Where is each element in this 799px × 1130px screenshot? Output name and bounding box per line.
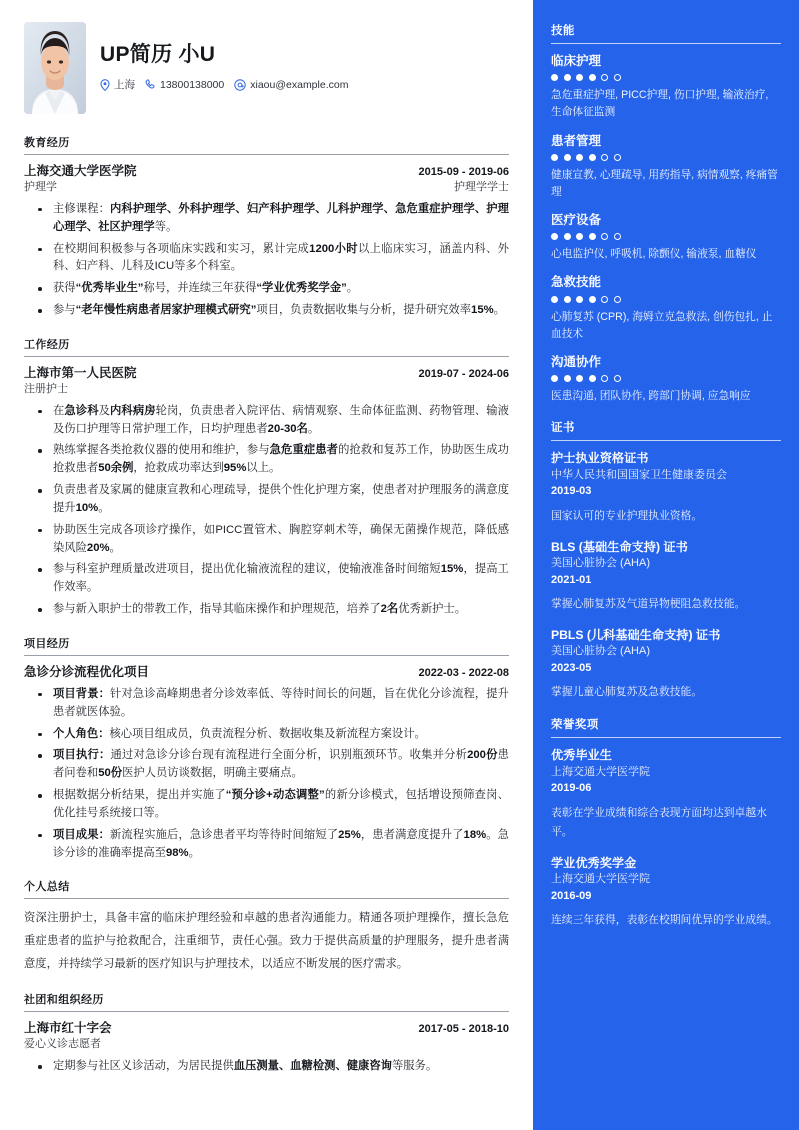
dot-empty-icon xyxy=(614,233,621,240)
summary-text: 资深注册护士，具备丰富的临床护理经验和卓越的患者沟通能力。精通各项护理操作，擅长急危重症患者的监护与抢救配合，注重细节，责任心强。致力于提供高质量的护理服务，提升患者满意度，并持续学习最新的医疗知识与护理技术，以适应不断发展的医疗需求。 xyxy=(24,912,509,970)
skill-name: 沟通协作 xyxy=(551,354,602,369)
dot-empty-icon xyxy=(601,296,608,303)
entry-top-row xyxy=(24,664,509,681)
contact-location-value: 上海 xyxy=(114,79,135,92)
section-projects xyxy=(24,635,509,862)
credential-date: 2019-06 xyxy=(551,782,592,795)
credential-issuer: 美国心脏协会 (AHA) xyxy=(551,645,650,658)
dot-filled-icon xyxy=(576,74,583,81)
entry-sub-row xyxy=(24,382,509,398)
entry-top-row xyxy=(24,163,509,180)
dot-filled-icon xyxy=(551,296,558,303)
skill-name: 医疗设备 xyxy=(551,213,602,227)
section-organizations xyxy=(24,991,509,1076)
skill-name: 临床护理 xyxy=(551,54,602,68)
certificate-list xyxy=(551,450,781,702)
project-entry xyxy=(24,664,509,862)
credential-date: 2019-03 xyxy=(551,485,592,498)
entry-top-row xyxy=(24,365,509,382)
bullet-item: 项目背景：针对急诊高峰期患者分诊效率低、等待时间长的问题，旨在优化分诊流程，提升患者就医体验。 xyxy=(24,686,509,722)
sidebar-section-skills xyxy=(551,22,781,405)
credential-name: BLS (基础生命支持) 证书 xyxy=(551,539,688,554)
dot-empty-icon xyxy=(614,375,621,382)
entry-organization: 上海市红十字会 xyxy=(24,1021,112,1036)
dot-empty-icon xyxy=(614,74,621,81)
section-summary xyxy=(24,878,509,975)
credential-name: 优秀毕业生 xyxy=(551,748,612,763)
skill-item xyxy=(551,133,781,202)
credential-item xyxy=(551,450,781,525)
bullet-item: 个人角色：核心项目组成员，负责流程分析、数据收集及新流程方案设计。 xyxy=(24,726,509,744)
dot-filled-icon xyxy=(551,233,558,240)
credential-issuer: 上海交通大学医学院 xyxy=(551,765,650,778)
section-heading: 个人总结 xyxy=(24,878,509,899)
skill-description: 健康宣教, 心理疏导, 用药指导, 病情观察, 疼痛管理 xyxy=(551,168,778,198)
entry-date: 2022-03 - 2022-08 xyxy=(418,666,509,679)
sidebar-section-awards xyxy=(551,716,781,930)
contact-phone-value: 13800138000 xyxy=(160,78,225,91)
credential-description: 掌握儿童心肺复苏及急救技能。 xyxy=(551,686,703,699)
bullet-item: 熟练掌握各类抢救仪器的使用和维护，参与急危重症患者的抢救和复苏工作，协助医生成功抢救患者50余例，抢救成功率达到95%以上。 xyxy=(24,442,509,478)
award-list xyxy=(551,747,781,930)
bullet-item: 负责患者及家属的健康宣教和心理疏导，提供个性化护理方案，使患者对护理服务的满意度提升10%。 xyxy=(24,482,509,518)
contact-phone[interactable] xyxy=(145,79,224,91)
skill-level-dots xyxy=(551,233,781,240)
section-heading: 项目经历 xyxy=(24,635,509,656)
section-heading: 工作经历 xyxy=(24,336,509,357)
skill-description: 急危重症护理, PICC护理, 伤口护理, 输液治疗, 生命体征监测 xyxy=(551,89,769,119)
dot-empty-icon xyxy=(614,154,621,161)
section-education xyxy=(24,134,509,320)
bullet-list xyxy=(24,403,509,619)
entry-degree: 护理学学士 xyxy=(454,180,509,193)
dot-filled-icon xyxy=(576,375,583,382)
credential-issuer: 美国心脏协会 (AHA) xyxy=(551,557,650,570)
skill-description: 心肺复苏 (CPR), 海姆立克急救法, 创伤包扎, 止血技术 xyxy=(551,310,773,340)
dot-filled-icon xyxy=(564,233,571,240)
credential-issuer: 中华人民共和国国家卫生健康委员会 xyxy=(551,468,727,481)
skill-item xyxy=(551,354,781,405)
dot-filled-icon xyxy=(589,375,596,382)
dot-filled-icon xyxy=(551,154,558,161)
avatar xyxy=(24,22,86,114)
sidebar-heading: 证书 xyxy=(551,419,781,441)
entry-date: 2015-09 - 2019-06 xyxy=(418,166,509,178)
skill-name: 患者管理 xyxy=(551,133,602,148)
skill-description: 心电监护仪, 呼吸机, 除颤仪, 输液泵, 血糖仪 xyxy=(551,248,757,261)
credential-date: 2023-05 xyxy=(551,661,592,674)
skill-name: 急救技能 xyxy=(551,275,602,290)
entry-role: 注册护士 xyxy=(24,382,68,395)
organization-entry xyxy=(24,1020,509,1076)
credential-item xyxy=(551,855,781,930)
sidebar-section-certificates xyxy=(551,419,781,702)
header-text xyxy=(100,22,348,92)
bullet-list xyxy=(24,1058,509,1076)
contact-location[interactable] xyxy=(100,77,135,92)
section-heading: 社团和组织经历 xyxy=(24,991,509,1012)
credential-item xyxy=(551,627,781,702)
bullet-item: 参与“老年慢性病患者居家护理模式研究”项目，负责数据收集与分析，提升研究效率15%。 xyxy=(24,302,509,320)
skill-level-dots xyxy=(551,74,781,81)
dot-filled-icon xyxy=(589,74,596,81)
contact-email[interactable] xyxy=(234,79,348,91)
section-heading: 教育经历 xyxy=(24,134,509,155)
sidebar xyxy=(533,0,799,1130)
dot-filled-icon xyxy=(576,296,583,303)
dot-filled-icon xyxy=(551,375,558,382)
skill-description: 医患沟通, 团队协作, 跨部门协调, 应急响应 xyxy=(551,390,751,403)
credential-item xyxy=(551,747,781,841)
dot-filled-icon xyxy=(564,154,571,161)
entry-project-name: 急诊分诊流程优化项目 xyxy=(24,664,150,679)
dot-filled-icon xyxy=(564,375,571,382)
section-work-experience xyxy=(24,336,509,619)
credential-description: 表彰在学业成绩和综合表现方面均达到卓越水平。 xyxy=(551,806,767,838)
dot-empty-icon xyxy=(614,296,621,303)
credential-date: 2016-09 xyxy=(551,889,592,902)
entry-sub-row xyxy=(24,1037,509,1053)
credential-name: 护士执业资格证书 xyxy=(551,451,649,466)
dot-filled-icon xyxy=(589,296,596,303)
entry-role: 护理学 xyxy=(24,180,57,193)
bullet-item: 主修课程：内科护理学、外科护理学、妇产科护理学、儿科护理学、急危重症护理学、护理心理学、社区护理学等。 xyxy=(24,201,509,237)
entry-top-row xyxy=(24,1020,509,1037)
credential-date: 2021-01 xyxy=(551,573,592,586)
entry-date: 2017-05 - 2018-10 xyxy=(418,1023,509,1036)
skill-level-dots xyxy=(551,154,781,161)
skill-item xyxy=(551,53,781,122)
education-entry xyxy=(24,163,509,320)
bullet-list xyxy=(24,201,509,320)
bullet-item: 协助医生完成各项诊疗操作，如PICC置管术、胸腔穿刺术等，确保无菌操作规范，降低感染风险20%。 xyxy=(24,522,509,558)
resume-header xyxy=(24,22,509,114)
dot-filled-icon xyxy=(576,154,583,161)
entry-date: 2019-07 - 2024-06 xyxy=(418,367,509,380)
work-entry xyxy=(24,365,509,619)
sidebar-heading: 技能 xyxy=(551,22,781,44)
bullet-item: 项目成果：新流程实施后，急诊患者平均等待时间缩短了25%，患者满意度提升了18%。急诊分诊的准确率提高至98%。 xyxy=(24,827,509,863)
contact-email-value: xiaou@example.com xyxy=(250,78,349,91)
skill-list xyxy=(551,53,781,405)
entry-organization: 上海交通大学医学院 xyxy=(24,164,137,178)
dot-filled-icon xyxy=(551,74,558,81)
dot-filled-icon xyxy=(564,296,571,303)
location-pin-icon xyxy=(100,79,110,91)
skill-item xyxy=(551,212,781,263)
credential-issuer: 上海交通大学医学院 xyxy=(551,873,650,886)
credential-name: PBLS (儿科基础生命支持) 证书 xyxy=(551,627,721,642)
contact-list xyxy=(100,77,348,92)
dot-filled-icon xyxy=(564,74,571,81)
sidebar-heading: 荣誉奖项 xyxy=(551,716,781,738)
dot-empty-icon xyxy=(601,233,608,240)
dot-empty-icon xyxy=(601,375,608,382)
bullet-item: 项目执行：通过对急诊分诊台现有流程进行全面分析，识别瓶颈环节。收集并分析200份患者问卷和50份医护人员访谈数据，明确主要痛点。 xyxy=(24,747,509,783)
credential-name: 学业优秀奖学金 xyxy=(551,855,637,870)
bullet-item: 参与新入职护士的带教工作，指导其临床操作和护理规范，培养了2名优秀新护士。 xyxy=(24,601,509,619)
dot-filled-icon xyxy=(576,233,583,240)
credential-description: 连续三年获得，表彰在校期间优异的学业成绩。 xyxy=(551,914,778,927)
dot-filled-icon xyxy=(589,233,596,240)
credential-description: 国家认可的专业护理执业资格。 xyxy=(551,509,703,522)
phone-icon xyxy=(145,79,156,91)
entry-organization: 上海市第一人民医院 xyxy=(24,365,137,380)
page-title: UP简历 小U xyxy=(100,43,216,66)
skill-level-dots xyxy=(551,296,781,303)
skill-level-dots xyxy=(551,375,781,382)
bullet-item: 在急诊科及内科病房轮岗，负责患者入院评估、病情观察、生命体征监测、药物管理、输液及伤口护理等日常护理工作，日均护理患者20-30名。 xyxy=(24,403,509,439)
bullet-list xyxy=(24,686,509,863)
skill-item xyxy=(551,274,781,343)
bullet-item: 定期参与社区义诊活动，为居民提供血压测量、血糖检测、健康咨询等服务。 xyxy=(24,1058,509,1076)
email-at-icon xyxy=(234,79,246,91)
credential-item xyxy=(551,539,781,614)
entry-role: 爱心义诊志愿者 xyxy=(24,1038,101,1051)
entry-sub-row xyxy=(24,180,509,196)
dot-filled-icon xyxy=(589,154,596,161)
dot-empty-icon xyxy=(601,154,608,161)
bullet-item: 在校期间积极参与各项临床实践和实习，累计完成1200小时以上临床实习，涵盖内科、外科、妇产科、儿科及ICU等多个科室。 xyxy=(24,241,509,277)
bullet-item: 根据数据分析结果，提出并实施了“预分诊+动态调整”的新分诊模式，包括增设预筛查岗、优化挂号系统接口等。 xyxy=(24,787,509,823)
bullet-item: 获得“优秀毕业生”称号，并连续三年获得“学业优秀奖学金”。 xyxy=(24,280,509,298)
credential-description: 掌握心肺复苏及气道异物梗阻急救技能。 xyxy=(551,598,746,611)
bullet-item: 参与科室护理质量改进项目，提出优化输液流程的建议，使输液准备时间缩短15%，提高工作效率。 xyxy=(24,561,509,597)
dot-empty-icon xyxy=(601,74,608,81)
